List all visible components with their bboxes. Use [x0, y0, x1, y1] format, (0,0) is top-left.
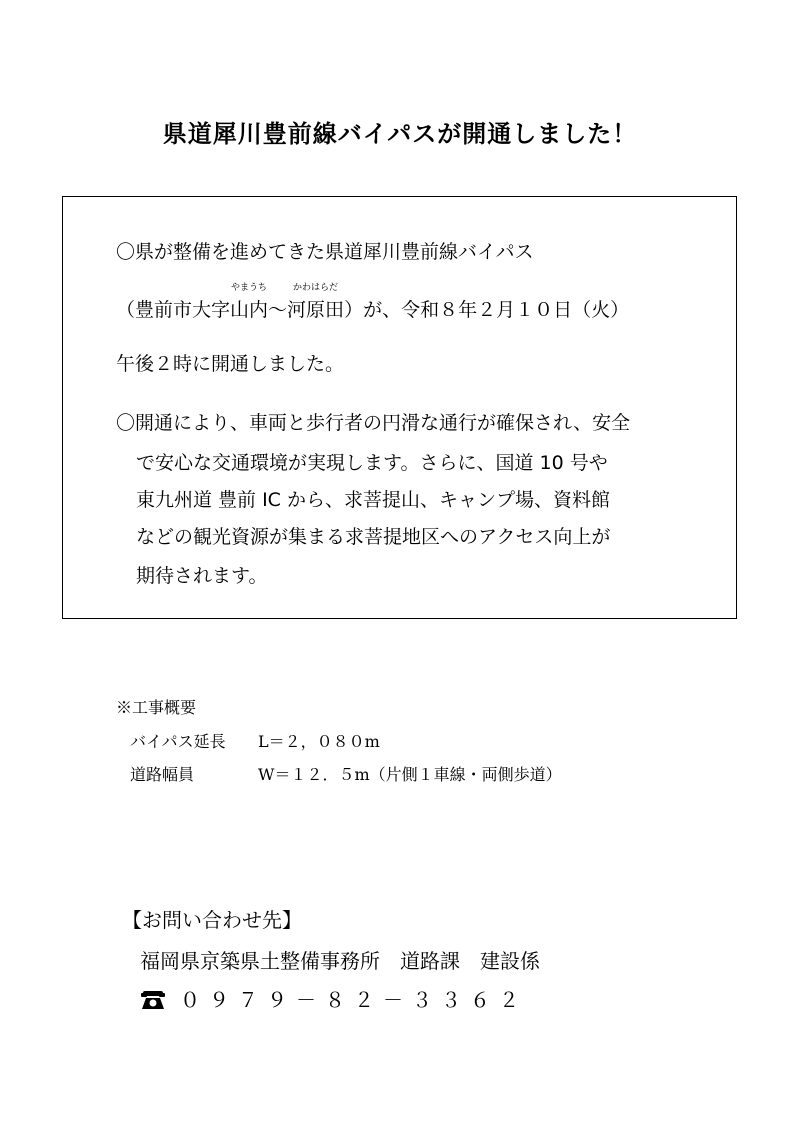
- notice-p1-line1: 〇県が整備を進めてきた県道犀川豊前線バイパス: [116, 241, 534, 263]
- page-title: 県道犀川豊前線バイパスが開通しました！: [162, 120, 638, 148]
- notice-p1-line3: 午後２時に開通しました。: [116, 353, 345, 375]
- contact-phone-number[interactable]: ０９７９－８２－３３６２: [180, 988, 528, 1012]
- telephone-icon: [140, 990, 166, 1010]
- notice-p1-line2-end: ）が、令和８年２月１０日（火）: [344, 299, 630, 321]
- notice-p2-line1: 〇開通により、車両と歩行者の円滑な通行が確保され、安全: [116, 412, 631, 434]
- notice-p2-line5: 期待されます。: [136, 565, 268, 587]
- contact-phone-row: [140, 984, 528, 1013]
- place-kawaharada-kanji: 河原田: [287, 299, 345, 321]
- notice-p1-line2-start: （豊前市大字: [116, 299, 231, 321]
- overview-width-value: W＝１２．５m（片側１車線・両側歩道）: [258, 765, 562, 784]
- overview-heading: ※工事概要: [116, 698, 197, 717]
- place-yamauchi-kanji: 山内: [230, 299, 269, 321]
- place-yamauchi: [230, 283, 269, 322]
- overview-length-label: バイパス延長: [130, 732, 226, 751]
- furigana-kawaharada: かわはらだ: [293, 283, 339, 293]
- overview-length-value: L＝２，０８０m: [258, 732, 380, 751]
- tilde: ～: [268, 299, 288, 321]
- furigana-yamauchi: やまうち: [231, 283, 268, 293]
- notice-p2-line2: で安心な交通環境が実現します。さらに、国道 10 号や: [136, 452, 608, 474]
- overview-width-label: 道路幅員: [130, 765, 195, 784]
- notice-p2-line4: などの観光資源が集まる求菩提地区へのアクセス向上が: [136, 526, 611, 548]
- contact-office: 福岡県京築県土整備事務所 道路課 建設係: [140, 949, 540, 973]
- notice-p1-line2: [116, 283, 630, 322]
- contact-heading: 【お問い合わせ先】: [122, 908, 302, 932]
- place-kawaharada: [287, 283, 345, 322]
- notice-p2-line3: 東九州道 豊前 IC から、求菩提山、キャンプ場、資料館: [136, 489, 610, 511]
